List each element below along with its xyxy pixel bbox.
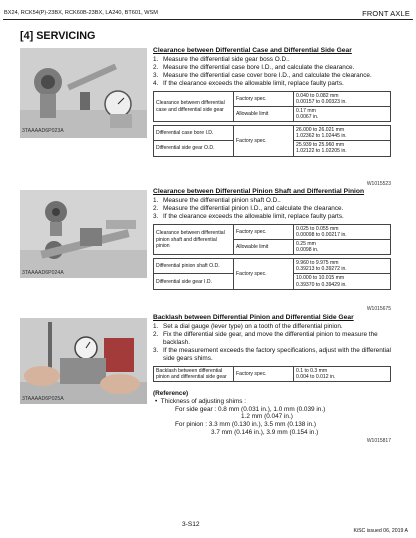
photo-pinion-shaft-measurement bbox=[20, 190, 147, 278]
issue-note: KiSC issued 06, 2019 A bbox=[353, 528, 408, 534]
photo-backlash-measurement bbox=[20, 318, 147, 404]
step: 1. Set a dial gauge (lever type) on a tooth of the differential pinion. bbox=[153, 323, 343, 331]
step: 2. Fix the differential side gear, and move the differential pinion to measure the backlash. bbox=[153, 331, 378, 347]
block-pinion-shaft-clearance bbox=[153, 188, 391, 290]
spec-item: Differential side gear O.D. bbox=[154, 141, 234, 156]
spec-item: Clearance between differential pinion shaft and differential pinion bbox=[154, 224, 234, 254]
spec-item: Differential case bore I.D. bbox=[154, 126, 234, 141]
spec-value: 0.25 mm 0.0098 in. bbox=[294, 240, 391, 255]
shim-line: 1.2 mm (0.047 in.) bbox=[241, 413, 293, 421]
shim-line: For side gear : 0.8 mm (0.031 in.), 1.0 mm (0.039 in.) bbox=[175, 405, 326, 413]
block-title: Backlash between Differential Pinion and Differential Side Gear bbox=[153, 314, 354, 321]
spec-item: Backlash between differential pinion and differential side gear bbox=[154, 366, 234, 381]
spec-value: 9.960 to 9.975 mm 0.39213 to 0.39272 in. bbox=[294, 259, 391, 274]
step: 3. Measure the differential case cover bore I.D., and calculate the clearance. bbox=[153, 72, 372, 80]
photo-caption: 3TAAAAD6P023A bbox=[22, 128, 64, 134]
backlash-spec-table bbox=[153, 366, 391, 382]
reference-code: W1015523 bbox=[366, 181, 391, 187]
reference-bullet: • Thickness of adjusting shims : bbox=[155, 397, 247, 405]
spec-item: Differential side gear I.D. bbox=[154, 274, 234, 289]
spec-label: Allowable limit bbox=[234, 240, 294, 255]
spec-label: Factory spec. bbox=[234, 259, 294, 289]
manual-models-header: BX24, RCK54(P)-23BX, RCK60B-23BX, LA240, BT601, WSM bbox=[4, 10, 158, 16]
spec-value: 0.1 to 0.3 mm 0.004 to 0.012 in. bbox=[294, 366, 391, 381]
block-side-gear-clearance bbox=[153, 47, 391, 157]
step: 1. Measure the differential pinion shaft O.D.. bbox=[153, 197, 281, 205]
spec-item: Differential pinion shaft O.D. bbox=[154, 259, 234, 274]
section-header: FRONT AXLE bbox=[362, 9, 410, 18]
dimension-spec-table bbox=[153, 258, 391, 289]
spec-label: Factory spec. bbox=[234, 366, 294, 381]
spec-value: 25.939 to 25.960 mm 1.02122 to 1.02205 in. bbox=[294, 141, 391, 156]
clearance-spec-table bbox=[153, 224, 391, 255]
clearance-spec-table bbox=[153, 91, 391, 122]
step: 2. Measure the differential case bore I.D., and calculate the clearance. bbox=[153, 64, 355, 72]
spec-label: Factory spec. bbox=[234, 91, 294, 106]
page-number: 3-S12 bbox=[182, 521, 200, 528]
reference-code: W1015817 bbox=[366, 438, 391, 444]
block-title: Clearance between Differential Pinion Shaft and Differential Pinion bbox=[153, 188, 365, 195]
header-rule bbox=[3, 19, 413, 20]
spec-item: Clearance between differential case and differential side gear bbox=[154, 91, 234, 121]
step-list bbox=[153, 56, 391, 88]
photo-caption: 3TAAAAD6P025A bbox=[22, 396, 64, 402]
spec-label: Allowable limit bbox=[234, 107, 294, 122]
reference-heading: (Reference) bbox=[153, 390, 189, 397]
step: 4. If the clearance exceeds the allowable limit, replace faulty parts. bbox=[153, 79, 344, 87]
step-list bbox=[153, 323, 391, 363]
step: 2. Measure the differential pinion I.D., and calculate the clearance. bbox=[153, 205, 344, 213]
dimension-spec-table bbox=[153, 125, 391, 156]
spec-value: 0.025 to 0.055 mm 0.00098 to 0.00217 in. bbox=[294, 224, 391, 239]
block-title: Clearance between Differential Case and Differential Side Gear bbox=[153, 47, 352, 54]
step: 3. If the clearance exceeds the allowable limit, replace faulty parts. bbox=[153, 213, 344, 221]
reference-note bbox=[153, 390, 393, 437]
section-title: [4] SERVICING bbox=[20, 30, 96, 42]
photo-side-gear-measurement bbox=[20, 48, 147, 138]
spec-label: Factory spec. bbox=[234, 224, 294, 239]
step: 3. If the measurement exceeds the factory specifications, adjust with the differential side gears shims. bbox=[153, 346, 391, 362]
spec-value: 0.040 to 0.082 mm 0.00157 to 0.00323 in. bbox=[294, 91, 391, 106]
shim-line: 3.7 mm (0.146 in.), 3.9 mm (0.154 in.) bbox=[211, 428, 319, 436]
spec-value: 0.17 mm 0.0067 in. bbox=[294, 107, 391, 122]
reference-code: W1015675 bbox=[366, 306, 391, 312]
step-list bbox=[153, 197, 391, 221]
spec-value: 26.000 to 26.021 mm 1.02362 to 1.02445 in. bbox=[294, 126, 391, 141]
spec-label: Factory spec. bbox=[234, 126, 294, 156]
spec-value: 10.000 to 10.015 mm 0.39370 to 0.39429 in. bbox=[294, 274, 391, 289]
block-backlash bbox=[153, 314, 391, 382]
photo-caption: 3TAAAAD6P024A bbox=[22, 270, 64, 276]
shim-line: For pinion : 3.3 mm (0.130 in.), 3.5 mm (0.138 in.) bbox=[175, 421, 317, 429]
step: 1. Measure the differential side gear boss O.D.. bbox=[153, 56, 290, 64]
